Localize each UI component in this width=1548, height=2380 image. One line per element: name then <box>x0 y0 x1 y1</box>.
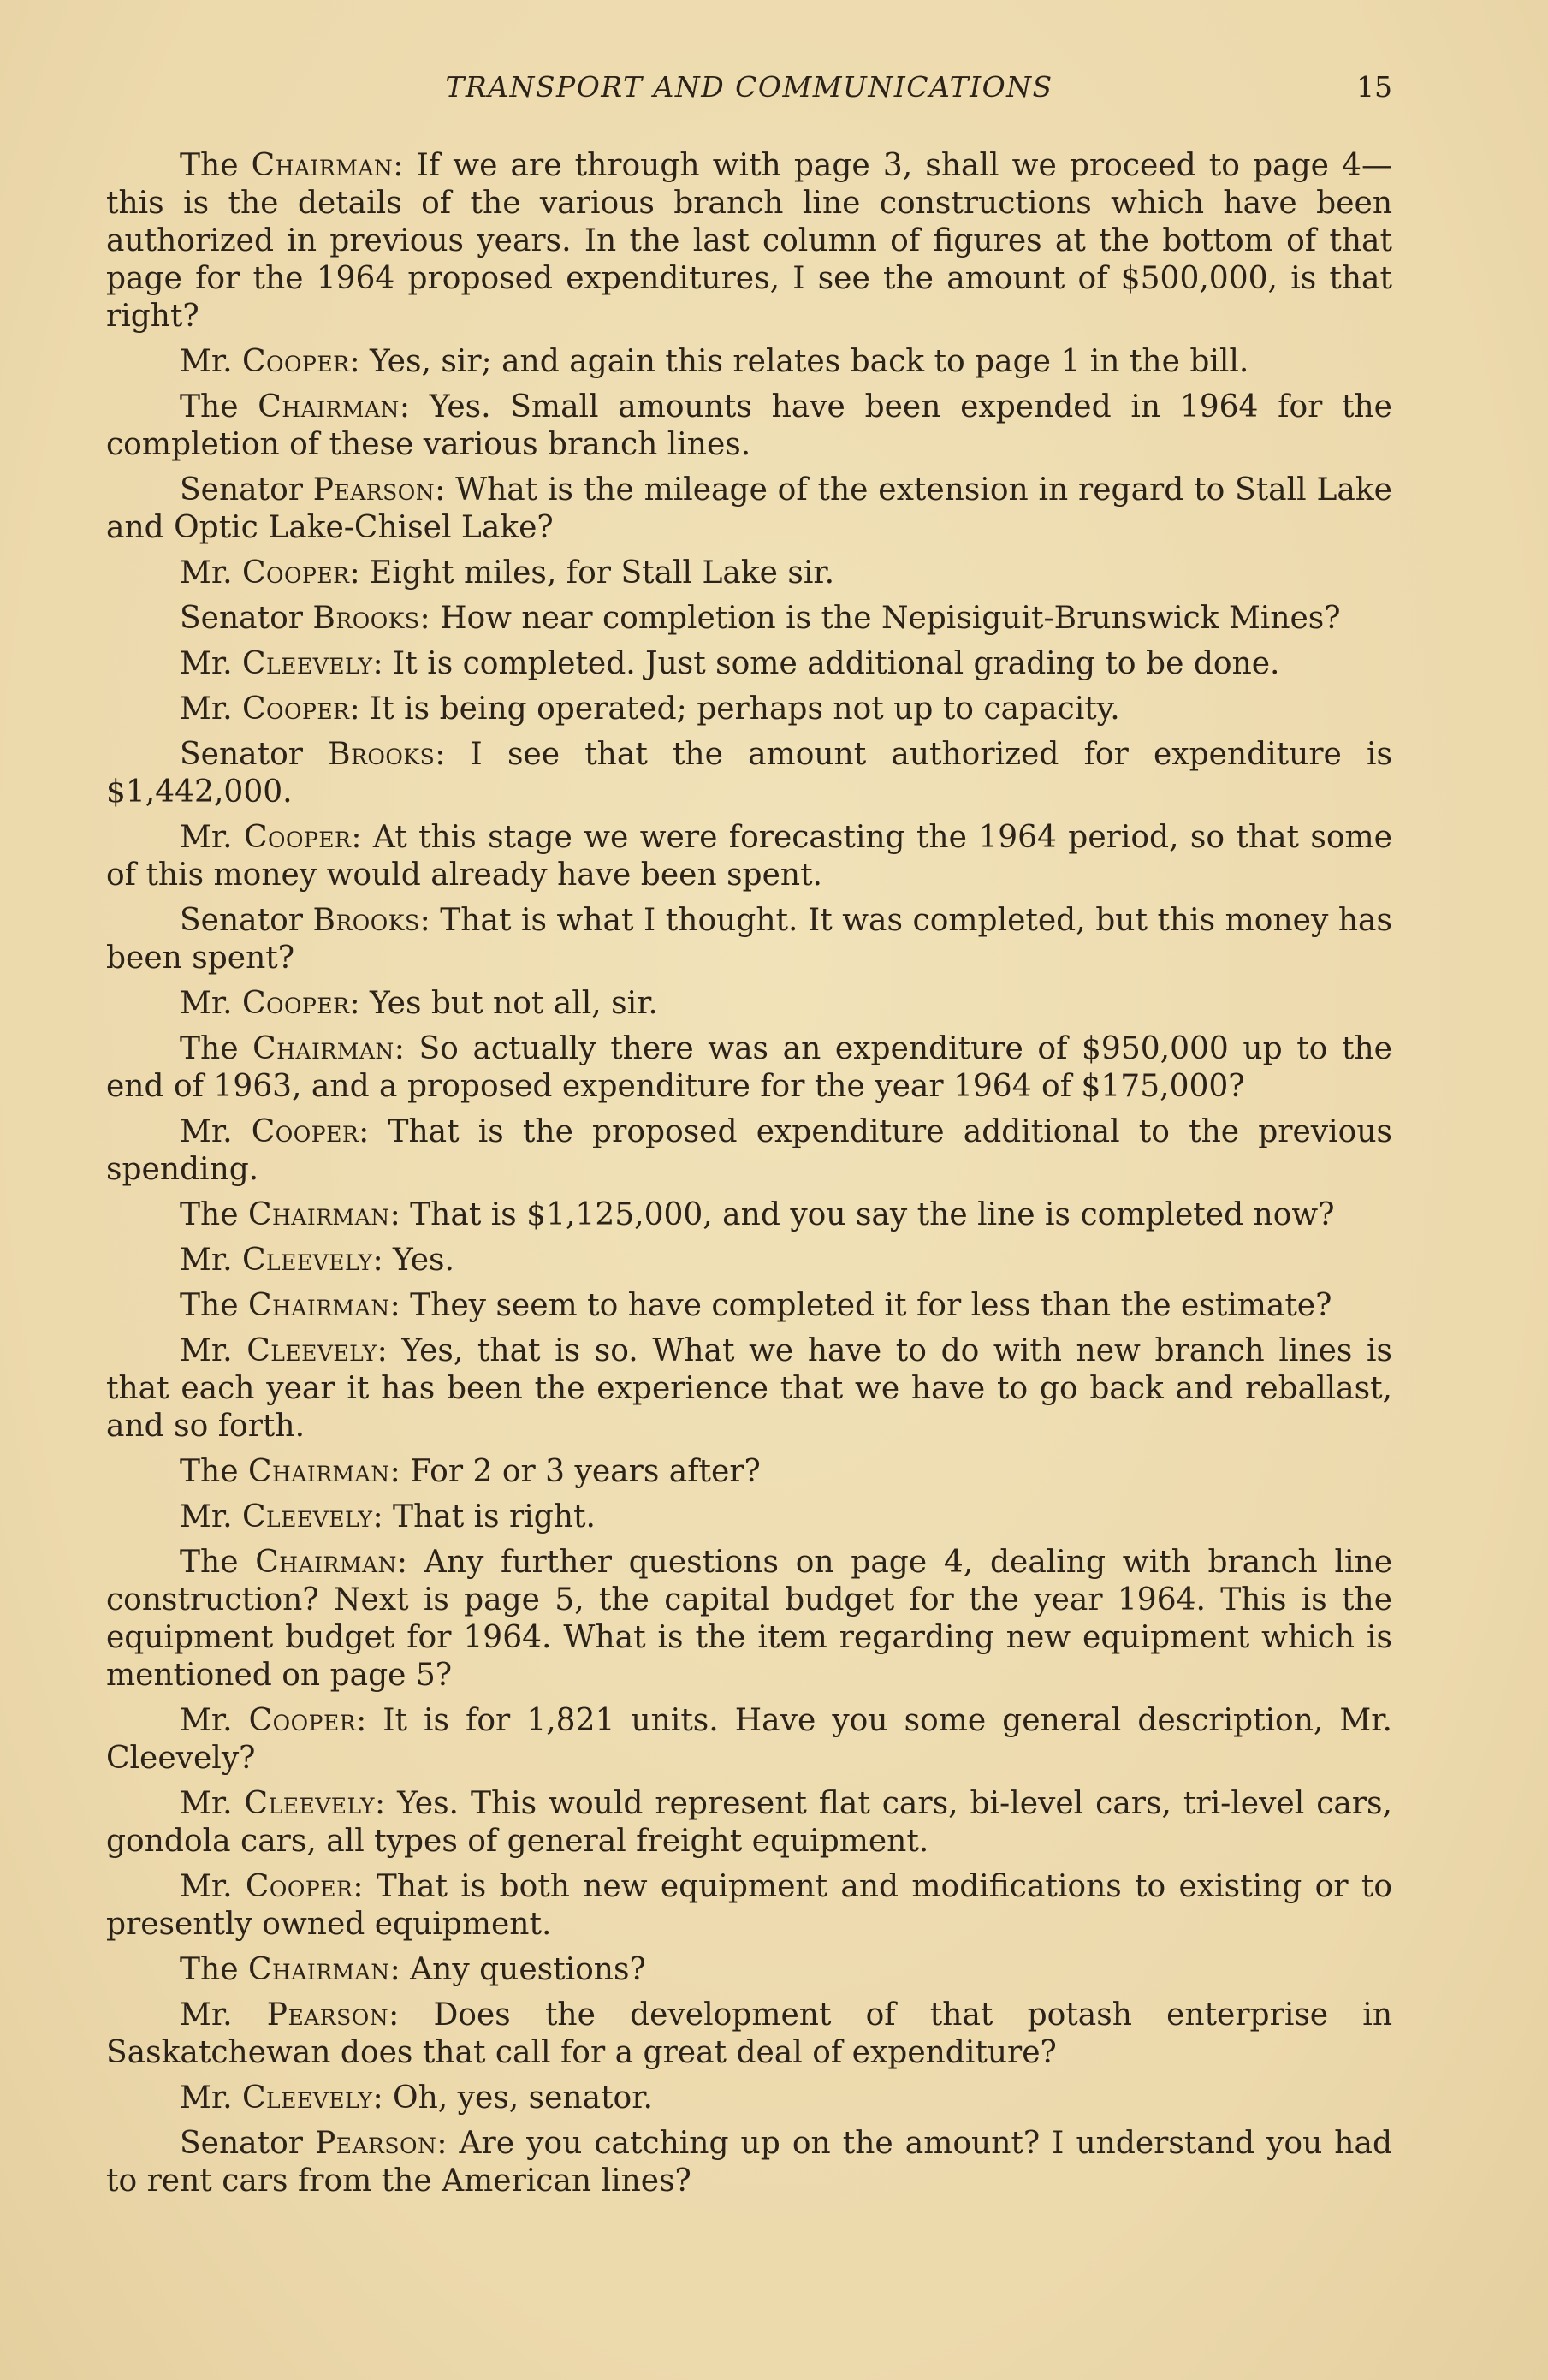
speaker-name: Cleevely <box>242 646 373 681</box>
speaker-name: Chairman <box>252 1031 394 1066</box>
transcript-paragraph: Mr. Cooper: Yes but not all, sir. <box>180 986 658 1021</box>
speaker-name: Chairman <box>247 1197 390 1232</box>
transcript-paragraph: Mr. Cooper: That is both new equipment and modifications to existing or to presently owned equipment. <box>106 1869 1392 1942</box>
page-number: 15 <box>1356 70 1392 104</box>
transcript-body <box>106 147 1392 2208</box>
transcript-paragraph: The Chairman: So actually there was an expenditure of $950,000 up to the end of 1963, and a proposed expenditure for the year 1964 of $175,000? <box>106 1031 1392 1104</box>
speaker-name: Cooper <box>242 691 350 727</box>
speaker-name: Pearson <box>266 1997 389 2033</box>
speaker-name: Brooks <box>312 601 420 636</box>
transcript-paragraph: The Chairman: They seem to have completed it for less than the estimate? <box>180 1288 1332 1323</box>
speaker-name: Cleevely <box>244 1786 376 1821</box>
speaker-name: Cleevely <box>242 1243 373 1278</box>
speaker-name: Cleevely <box>246 1333 377 1368</box>
transcript-paragraph: The Chairman: Any further questions on page 4, dealing with branch line construction? Next is page 5, the capital budget for the year 1964. This is the equipment budget for 1964. What is the item regarding new equipment which is mentioned on page 5? <box>106 1545 1392 1693</box>
transcript-paragraph: Senator Pearson: What is the mileage of the extension in regard to Stall Lake and Optic Lake-Chisel Lake? <box>106 472 1392 545</box>
speaker-name: Cooper <box>245 1869 353 1904</box>
speaker-name: Cleevely <box>242 1499 373 1534</box>
transcript-paragraph: Mr. Cleevely: Oh, yes, senator. <box>180 2080 653 2116</box>
speaker-name: Cooper <box>242 986 350 1021</box>
page-header <box>106 70 1392 113</box>
transcript-paragraph: Mr. Cooper: Eight miles, for Stall Lake sir. <box>180 555 835 591</box>
speaker-name: Pearson <box>312 472 436 507</box>
speaker-name: Brooks <box>312 903 420 938</box>
transcript-paragraph: Senator Brooks: That is what I thought. It was completed, but this money has been spent? <box>106 903 1392 976</box>
transcript-paragraph: Mr. Cooper: It is being operated; perhaps not up to capacity. <box>180 691 1120 727</box>
speaker-name: Chairman <box>255 1545 397 1580</box>
speaker-name: Brooks <box>328 737 436 772</box>
transcript-paragraph: Mr. Cooper: Yes, sir; and again this relates back to page 1 in the bill. <box>180 344 1249 379</box>
speaker-name: Cooper <box>243 820 352 855</box>
running-head: TRANSPORT AND COMMUNICATIONS <box>445 70 1053 104</box>
transcript-paragraph: Mr. Cleevely: Yes. This would represent flat cars, bi-level cars, tri-level cars, gondola cars, all types of general freight equipment. <box>106 1786 1392 1859</box>
speaker-name: Cooper <box>242 344 350 379</box>
transcript-paragraph: Mr. Pearson: Does the development of that potash enterprise in Saskatchewan does that call for a great deal of expenditure? <box>106 1997 1392 2070</box>
transcript-paragraph: Mr. Cleevely: It is completed. Just some additional grading to be done. <box>180 646 1280 681</box>
speaker-name: Chairman <box>247 1952 390 1987</box>
transcript-paragraph: The Chairman: That is $1,125,000, and you say the line is completed now? <box>180 1197 1335 1232</box>
transcript-paragraph: Mr. Cooper: At this stage we were forecasting the 1964 period, so that some of this money would already have been spent. <box>106 820 1392 893</box>
transcript-paragraph: The Chairman: For 2 or 3 years after? <box>180 1454 761 1489</box>
speaker-name: Cooper <box>242 555 350 591</box>
speaker-name: Chairman <box>251 148 394 183</box>
speaker-name: Chairman <box>247 1454 390 1489</box>
speaker-name: Pearson <box>315 2126 437 2161</box>
speaker-name: Chairman <box>258 389 400 424</box>
transcript-paragraph: Senator Pearson: Are you catching up on the amount? I understand you had to rent cars from the American lines? <box>106 2126 1392 2199</box>
speaker-name: Cooper <box>251 1114 359 1149</box>
transcript-paragraph: Mr. Cleevely: That is right. <box>180 1499 596 1534</box>
speaker-name: Cooper <box>248 1703 357 1738</box>
transcript-paragraph: Senator Brooks: I see that the amount authorized for expenditure is $1,442,000. <box>106 737 1392 810</box>
transcript-paragraph: Senator Brooks: How near completion is the Nepisiguit-Brunswick Mines? <box>180 601 1341 636</box>
transcript-paragraph: Mr. Cooper: It is for 1,821 units. Have you some general description, Mr. Cleevely? <box>106 1703 1392 1776</box>
transcript-paragraph: Mr. Cleevely: Yes, that is so. What we have to do with new branch lines is that each year it has been the experience that we have to go back and reballast, and so forth. <box>106 1333 1392 1444</box>
speaker-name: Cleevely <box>242 2080 373 2116</box>
transcript-paragraph: The Chairman: Yes. Small amounts have been expended in 1964 for the completion of these various branch lines. <box>106 389 1392 462</box>
transcript-paragraph: Mr. Cooper: That is the proposed expenditure additional to the previous spending. <box>106 1114 1392 1187</box>
transcript-paragraph: The Chairman: Any questions? <box>180 1952 646 1987</box>
transcript-paragraph: The Chairman: If we are through with page 3, shall we proceed to page 4—this is the details of the various branch line constructions which have been authorized in previous years. In the last column of figures at the bottom of that page for the 1964 proposed expenditures, I see the amount of $500,000, is that right? <box>106 148 1392 334</box>
speaker-name: Chairman <box>247 1288 390 1323</box>
transcript-paragraph: Mr. Cleevely: Yes. <box>180 1243 454 1278</box>
